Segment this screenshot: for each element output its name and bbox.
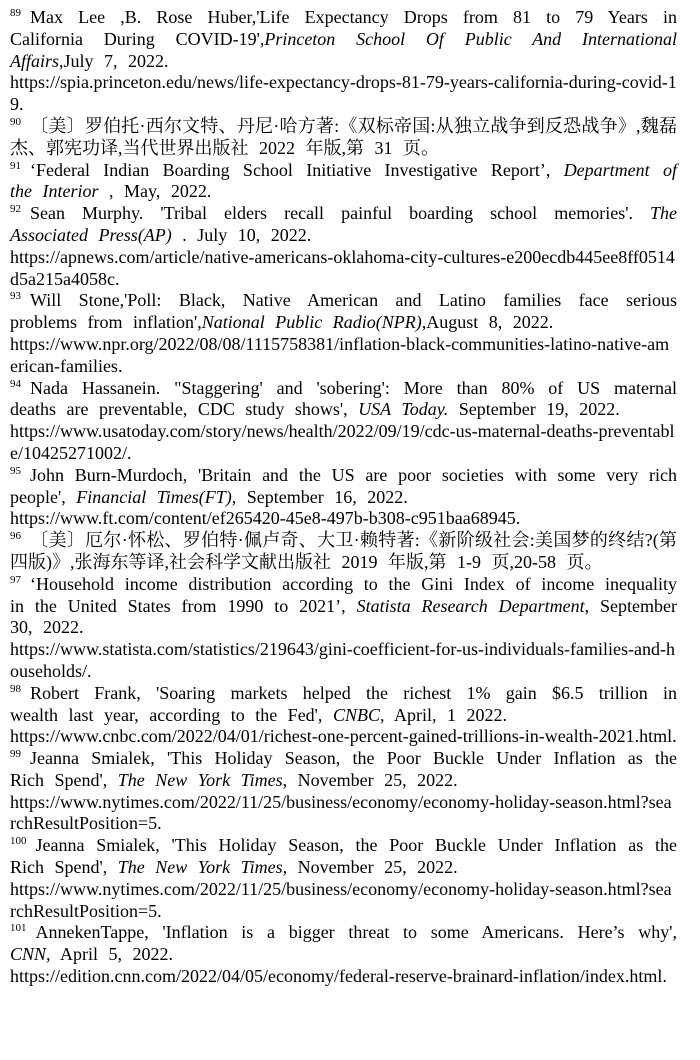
source-name: Princeton School Of Public And International Affairs <box>10 28 677 71</box>
footnote-text: Jeanna Smialek, 'This Holiday Season, the Poor Buckle Under Inflation as the Rich Spend', <box>10 835 677 878</box>
footnote-text: 〔美〕厄尔·怀松、罗伯特·佩卢奇、大卫·赖特著:《新阶级社会:美国梦的终结?(第四版)》,张海东等译,社会科学文献出版社 2019 年版,第 1-9 页,20-58 页。 <box>10 530 677 572</box>
footnote-url: https://www.nytimes.com/2022/11/25/business/economy/economy-holiday-season.html?searchResultPosition=5. <box>10 878 672 921</box>
footnote-url: https://www.statista.com/statistics/219643/gini-coefficient-for-us-individuals-families-and-households/. <box>10 639 676 681</box>
source-name: Statista Research Department <box>356 595 585 616</box>
footnote-text: Jeanna Smialek, 'This Holiday Season, the Poor Buckle Under Inflation as the Rich Spend', <box>10 748 677 790</box>
footnote-url: https://edition.cnn.com/2022/04/05/economy/federal-reserve-brainard-inflation/index.html. <box>10 966 667 987</box>
footnote-text: 〔美〕罗伯托·西尔文特、丹尼·哈方著:《双标帝国:从独立战争到反恐战争》,魏磊杰、郭宪功译,当代世界出版社 2022 年版,第 31 页。 <box>10 115 677 158</box>
footnote-text: Max Lee ,B. Rose Huber,'Life Expectancy Drops from 81 to 79 Years in California During COVID-19', <box>10 7 677 49</box>
footnote <box>10 160 677 204</box>
footnote-text: ,August 8, 2022. <box>421 312 554 333</box>
source-name: CNN, <box>10 944 51 965</box>
footnote-text: April, 1 2022. <box>384 704 507 725</box>
footnote-marker: 91 <box>10 159 21 172</box>
footnote-text: September 19, 2022. <box>448 399 620 420</box>
footnote-text: November 25, 2022. <box>287 857 458 878</box>
footnote-marker: 93 <box>10 290 21 303</box>
footnote-text: . July 10, 2022. <box>171 224 312 245</box>
footnote-text: April 5, 2022. <box>50 944 174 965</box>
footnote-marker: 89 <box>10 7 21 19</box>
footnote <box>10 116 677 160</box>
footnote <box>10 683 677 748</box>
footnote-text: ‘Federal Indian Boarding School Initiative Investigative Report’, <box>30 159 564 180</box>
footnote-url: https://www.npr.org/2022/08/08/1115758381/inflation-black-communities-latino-native-american-families. <box>10 333 670 376</box>
footnote <box>10 7 677 116</box>
footnote <box>10 203 677 290</box>
source-name: Department of the Interior <box>10 159 677 202</box>
source-name: National Public Radio(NPR) <box>201 312 422 333</box>
footnote-text: Sean Murphy. 'Tribal elders recall painful boarding school memories'. <box>30 203 650 224</box>
footnote-text: September 16, 2022. <box>236 486 408 507</box>
footnote-text: ‘Household income distribution according to the Gini Index of income inequality in the United States from 1990 to 2021’, <box>10 573 677 616</box>
footnote-marker: 90 <box>10 115 21 128</box>
source-name: Financial Times(FT), <box>76 486 237 507</box>
source-name: The New York Times, <box>117 857 288 878</box>
footnote-marker: 94 <box>10 377 21 390</box>
footnote-list <box>10 7 677 988</box>
footnote-text: Nada Hassanein. "Staggering' and 'sobering': More than 80% of US maternal deaths are preventable, CDC study shows', <box>10 377 677 420</box>
source-name: USA Today. <box>358 399 449 420</box>
footnote-marker: 95 <box>10 464 21 477</box>
footnote-marker: 97 <box>10 573 21 586</box>
footnote-url: https://www.ft.com/content/ef265420-45e8-497b-b308-c951baa68945. <box>10 508 521 529</box>
footnote-text: Robert Frank, 'Soaring markets helped the richest 1% gain $6.5 trillion in wealth last year, according to the Fed', <box>10 682 677 725</box>
footnote-url: https://www.cnbc.com/2022/04/01/richest-one-percent-gained-trillions-in-wealth-2021.html. <box>10 726 677 747</box>
footnote <box>10 922 677 987</box>
footnote-marker: 98 <box>10 682 21 695</box>
footnote <box>10 530 677 574</box>
source-name: The Associated Press(AP) <box>10 203 677 245</box>
footnote-marker: 92 <box>10 203 21 216</box>
footnote-url: https://www.nytimes.com/2022/11/25/business/economy/economy-holiday-season.html?searchResultPosition=5. <box>10 791 672 834</box>
footnote <box>10 290 677 377</box>
source-name: The New York Times <box>117 769 283 790</box>
footnote <box>10 835 677 922</box>
footnote-url: https://apnews.com/article/native-americans-oklahoma-city-cultures-e200ecdb445ee8ff0514d5a215a4058c. <box>10 246 675 289</box>
footnote-marker: 100 <box>10 835 27 848</box>
source-name: CNBC, <box>332 704 385 725</box>
footnote-marker: 99 <box>10 748 21 761</box>
footnote-url: https://spia.princeton.edu/news/life-expectancy-drops-81-79-years-california-during-covid-19. <box>10 72 677 115</box>
footnote-url: https://www.usatoday.com/story/news/health/2022/09/19/cdc-us-maternal-deaths-preventable/10425271002/. <box>10 421 675 463</box>
footnote-text: Will Stone,'Poll: Black, Native American and Latino families face serious problems from inflation', <box>10 290 677 333</box>
footnote-text: , November 25, 2022. <box>282 769 458 790</box>
footnote-text: , September 30, 2022. <box>10 595 678 638</box>
footnote-marker: 96 <box>10 530 21 543</box>
footnote-text: John Burn-Murdoch, 'Britain and the US are poor societies with some very rich people', <box>10 464 677 507</box>
footnote <box>10 574 677 683</box>
footnote-marker: 101 <box>10 922 27 935</box>
footnote-text: , May, 2022. <box>98 181 212 202</box>
footnote <box>10 465 677 530</box>
footnote <box>10 378 677 465</box>
footnote-text: AnnekenTappe, 'Inflation is a bigger threat to some Americans. Here’s why', <box>35 922 677 943</box>
footnote <box>10 748 677 835</box>
footnote-text: ,July 7, 2022. <box>59 50 169 71</box>
